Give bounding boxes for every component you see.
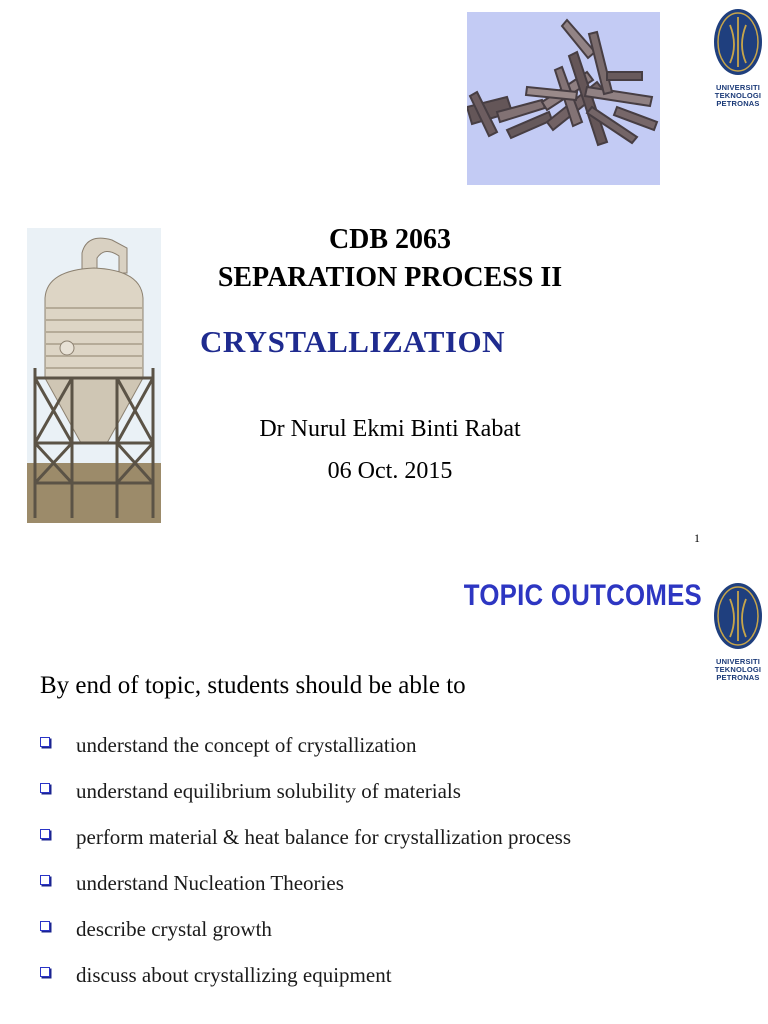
- checkbox-bullet-icon: [40, 921, 50, 931]
- checkbox-bullet-icon: [40, 875, 50, 885]
- outcomes-intro: By end of topic, students should be able to: [40, 672, 466, 699]
- list-item: [40, 814, 571, 860]
- list-item: [40, 860, 571, 906]
- page-number: 1: [694, 531, 700, 545]
- outcome-text: understand the concept of crystallization: [76, 732, 417, 757]
- list-item: [40, 906, 571, 952]
- crystal-photo: [467, 12, 660, 185]
- logo-line-1: UNIVERSITI: [715, 83, 761, 92]
- utp-emblem-icon: [709, 579, 767, 651]
- author-name: Dr Nurul Ekmi Binti Rabat: [259, 416, 521, 442]
- outcome-text: understand Nucleation Theories: [76, 870, 344, 895]
- list-item: [40, 722, 571, 768]
- outcomes-title: TOPIC OUTCOMES: [463, 579, 702, 612]
- logo-line-2: TEKNOLOGI: [714, 665, 762, 674]
- utp-logo-2: [709, 579, 767, 682]
- logo-line-3: PETRONAS: [716, 673, 760, 682]
- logo-line-2: TEKNOLOGI: [714, 91, 762, 100]
- checkbox-bullet-icon: [40, 783, 50, 793]
- outcome-text: perform material & heat balance for crystallization process: [76, 824, 572, 849]
- presentation-date: 06 Oct. 2015: [327, 458, 453, 484]
- outcome-text: understand equilibrium solubility of materials: [76, 778, 461, 803]
- checkbox-bullet-icon: [40, 967, 50, 977]
- logo-line-3: PETRONAS: [716, 99, 760, 108]
- outcome-text: discuss about crystallizing equipment: [76, 962, 392, 987]
- utp-logo: [709, 5, 767, 108]
- course-code: CDB 2063: [328, 224, 452, 255]
- topic-title: CRYSTALLIZATION: [200, 324, 505, 359]
- checkbox-bullet-icon: [40, 737, 50, 747]
- outcome-text: describe crystal growth: [76, 916, 272, 941]
- list-item: [40, 952, 571, 998]
- utp-emblem-icon: [709, 5, 767, 77]
- list-item: [40, 768, 571, 814]
- outcomes-list: [40, 722, 571, 998]
- checkbox-bullet-icon: [40, 829, 50, 839]
- course-title: SEPARATION PROCESS II: [217, 262, 563, 293]
- logo-line-1: UNIVERSITI: [715, 657, 761, 666]
